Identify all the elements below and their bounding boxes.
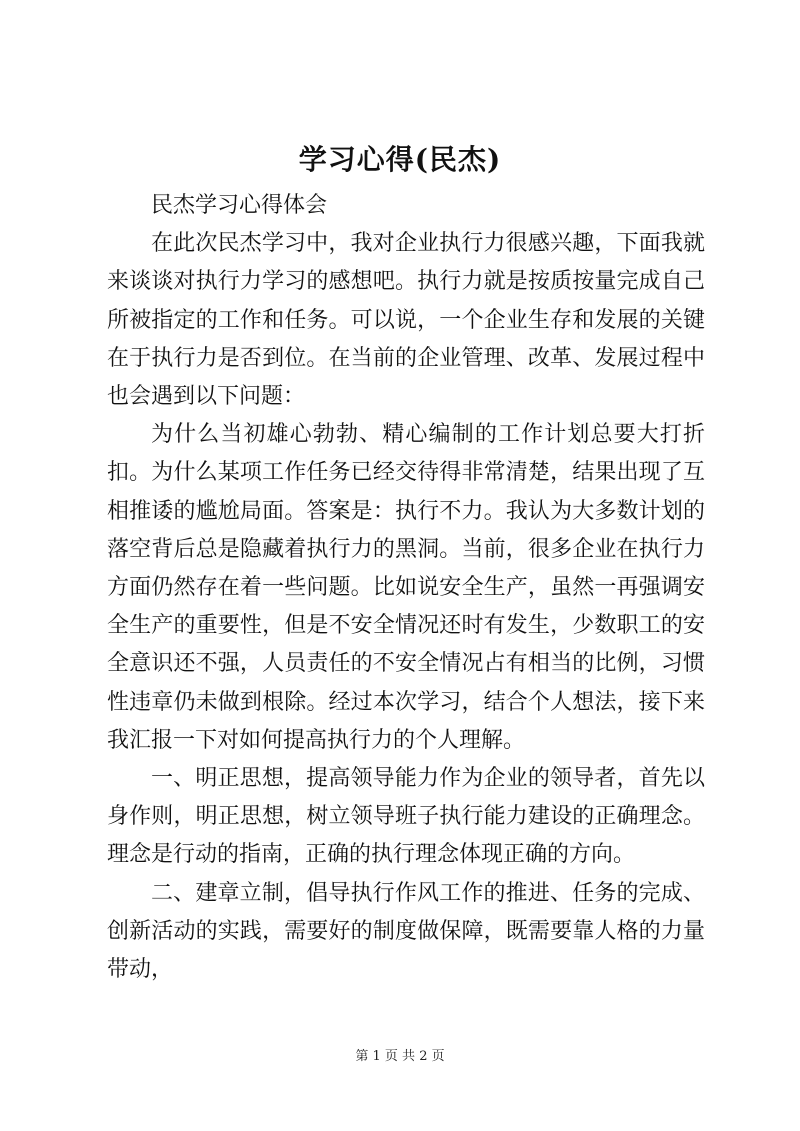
paragraph-intro: 在此次民杰学习中，我对企业执行力很感兴趣，下面我就来谈谈对执行力学习的感想吧。执行力就是按质按量完成自己所被指定的工作和任务。可以说，一个企业生存和发展的关键在于执行力是否到位。在当前的企业管理、改革、发展过程中也会遇到以下问题：	[107, 231, 705, 410]
page-number-footer: 第 1 页 共 2 页	[355, 1049, 445, 1064]
paragraph-point-two: 二、建章立制，倡导执行作风工作的推进、任务的完成、创新活动的实践，需要好的制度做保障，既需要靠人格的力量带动，	[107, 880, 705, 983]
paragraph-subtitle: 民杰学习心得体会	[151, 193, 328, 218]
paragraph-point-one: 一、明正思想，提高领导能力作为企业的领导者，首先以身作则，明正思想，树立领导班子执行能力建设的正确理念。理念是行动的指南，正确的执行理念体现正确的方向。	[107, 766, 705, 868]
document-body	[107, 187, 705, 989]
paragraph-problems: 为什么当初雄心勃勃、精心编制的工作计划总要大打折扣。为什么某项工作任务已经交待得非常清楚，结果出现了互相推诿的尴尬局面。答案是：执行不力。我认为大多数计划的落空背后总是隐藏着执行力的黑洞。当前，很多企业在执行力方面仍然存在着一些问题。比如说安全生产，虽然一再强调安全生产的重要性，但是不安全情况还时有发生，少数职工的安全意识还不强，人员责任的不安全情况占有相当的比例，习惯性违章仍未做到根除。经过本次学习，结合个人想法，接下来我汇报一下对如何提高执行力的个人理解。	[107, 422, 705, 753]
document-title: 学习心得(民杰)	[298, 143, 502, 176]
